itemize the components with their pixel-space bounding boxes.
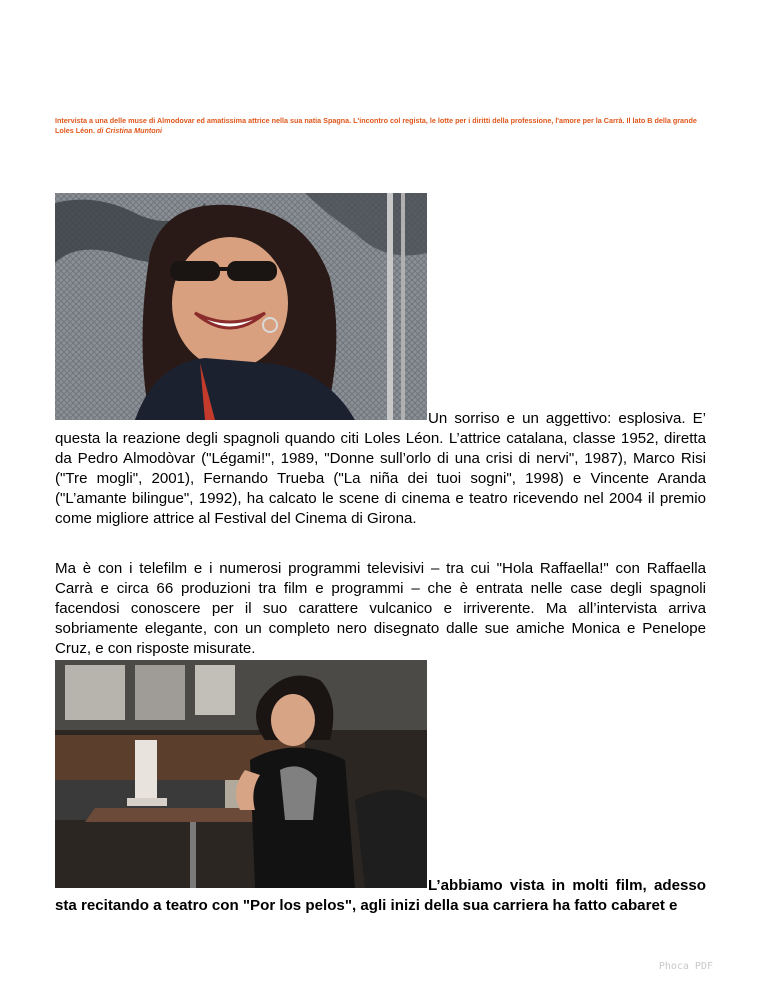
article-intro bbox=[55, 116, 715, 136]
portrait-photo bbox=[55, 193, 427, 420]
paragraph-2: Ma è con i telefilm e i numerosi programmi televisivi – tra cui "Hola Raffaella!" con Raffaella Carrà e circa 66 produzioni tra film e programmi – che è entrata nelle case degli spagnoli facendosi conoscere per il suo carattere vulcanico e irriverente. Ma all’intervista arriva sobriamente elegante, con un completo nero disegnato dalle sue amiche Monica e Penelope Cruz, e con risposte misurate. bbox=[55, 560, 706, 657]
intro-text: Intervista a una delle muse di Almodovar ed amatissima attrice nella sua natia Spagna. L'incontro col regista, le lotte per i diritti della professione, l'amore per la Carrà. Il lato B della grande Loles Léon. bbox=[55, 116, 697, 135]
paragraph-1 bbox=[55, 409, 706, 529]
phoca-pdf-footer[interactable]: Phoca PDF bbox=[658, 961, 713, 972]
paragraph-3-first-line: L’abbiamo vista in molti film, adesso bbox=[428, 877, 706, 894]
cafe-photo bbox=[55, 660, 427, 888]
portrait-photo-image bbox=[55, 193, 427, 420]
paragraph-3-text: sta recitando a teatro con "Por los pelos", agli inizi della sua carriera ha fatto cabaret e bbox=[55, 897, 678, 914]
paragraph-1-first-line: Un sorriso e un aggettivo: esplosiva. E’ bbox=[428, 410, 706, 427]
byline: di Cristina Muntoni bbox=[96, 126, 163, 135]
paragraph-3 bbox=[55, 876, 706, 916]
cafe-photo-image bbox=[55, 660, 427, 888]
paragraph-1-text: questa la reazione degli spagnoli quando citi Loles Léon. L’attrice catalana, classe 1952, diretta da Pedro Almodòvar ("Légami!", 1989, "Donne sull’orlo di una crisi di nervi", 1987), Marco Risi ("Tre mogli", 2001), Fernando Trueba ("La niña dei tuoi sogni", 1998) e Vincente Aranda ("L’amante bilingue", 1992), ha calcato le scene di cinema e teatro ricevendo nel 2004 il premio come migliore attrice al Festival del Cinema di Girona. bbox=[55, 430, 706, 527]
